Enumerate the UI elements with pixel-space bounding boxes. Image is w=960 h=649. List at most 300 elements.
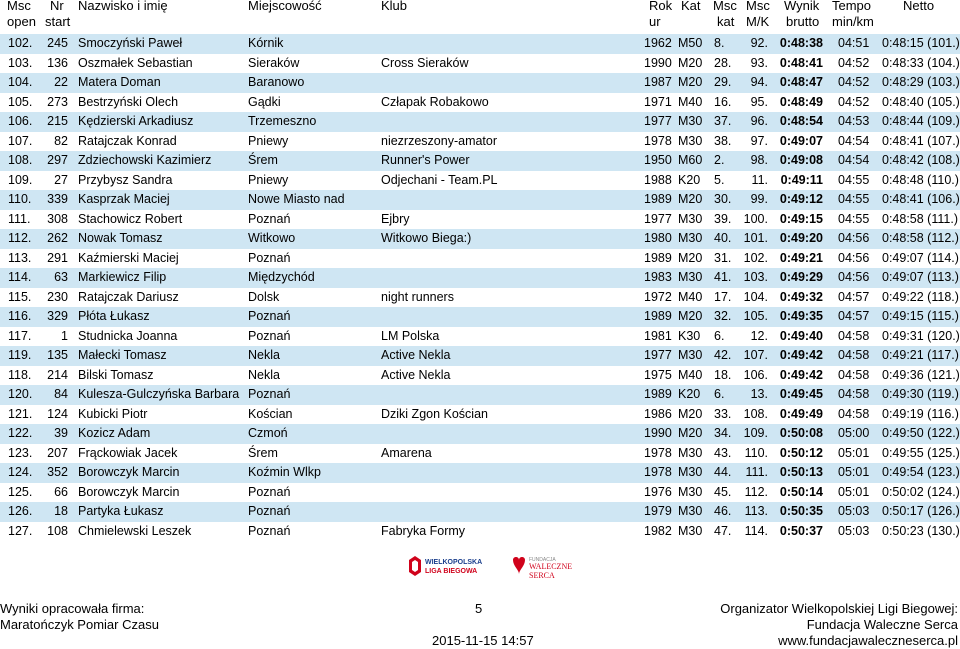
cell-bib: 297 xyxy=(47,153,68,167)
cell-category: M40 xyxy=(678,289,703,304)
cell-year: 1990 xyxy=(644,426,672,440)
cell-net-time: 0:49:21 (117.) xyxy=(882,348,959,362)
cell-category: M30 xyxy=(678,231,703,245)
cell-name: Kędzierski Arkadiusz xyxy=(78,114,194,128)
cell-place: 122. xyxy=(8,426,33,440)
cell-gender-place: 99. xyxy=(750,192,768,206)
cell-pace: 04:56 xyxy=(838,231,870,245)
table-row xyxy=(0,190,960,210)
cell-category: K20 xyxy=(678,387,701,401)
cell-gender-place: 96. xyxy=(750,114,768,128)
waleczne-serca-logo xyxy=(513,557,572,580)
cell-pace: 04:55 xyxy=(838,192,870,206)
header-msc-mk: Msc xyxy=(746,0,770,13)
cell-place: 102. xyxy=(8,36,33,50)
cell-club: Amarena xyxy=(381,445,432,460)
cell-gender-place: 92. xyxy=(750,36,768,50)
footer-left-line2: Maratończyk Pomiar Czasu xyxy=(0,617,159,632)
cell-category: M30 xyxy=(678,523,703,538)
cell-town: Baranowo xyxy=(248,75,305,89)
cell-net-time: 0:48:41 (107.) xyxy=(882,133,960,148)
cell-town: Nowe Miasto nad xyxy=(248,192,345,206)
cell-category-place: 32. xyxy=(714,309,732,323)
cell-category-place: 29. xyxy=(714,75,732,89)
cell-gross-time: 0:48:54 xyxy=(779,114,823,128)
table-row xyxy=(0,54,960,74)
cell-gross-time: 0:49:35 xyxy=(779,309,823,323)
cell-name: Ratajczak Konrad xyxy=(78,133,177,148)
header-town: Miejscowość xyxy=(248,0,322,13)
cell-category-place: 30. xyxy=(714,192,732,206)
table-row xyxy=(0,463,960,483)
cell-gross-time: 0:48:49 xyxy=(779,94,823,109)
cell-gender-place: 104. xyxy=(743,289,768,304)
header-kat: Kat xyxy=(681,0,701,13)
cell-net-time: 0:50:23 (130.) xyxy=(882,523,960,538)
cell-net-time: 0:49:50 (122.) xyxy=(882,426,960,440)
cell-club: Active Nekla xyxy=(381,367,451,382)
cell-net-time: 0:48:41 (106.) xyxy=(882,192,960,206)
header-open: open xyxy=(7,14,36,29)
cell-place: 116. xyxy=(8,309,32,323)
cell-pace: 05:00 xyxy=(838,426,870,440)
cell-gross-time: 0:50:37 xyxy=(779,523,823,538)
cell-year: 1978 xyxy=(644,133,672,148)
cell-club: Cross Sieraków xyxy=(381,55,469,70)
cell-gender-place: 109. xyxy=(743,426,768,440)
cell-place: 108. xyxy=(8,153,33,167)
cell-place: 125. xyxy=(8,484,33,499)
header-ur: ur xyxy=(649,14,661,29)
cell-year: 1950 xyxy=(644,153,672,167)
cell-gender-place: 113. xyxy=(744,504,768,518)
header-brutto: brutto xyxy=(786,14,820,29)
cell-club: Ejbry xyxy=(381,211,410,226)
cell-category: M40 xyxy=(678,367,703,382)
cell-category-place: 37. xyxy=(714,114,732,128)
cell-net-time: 0:49:15 (115.) xyxy=(882,309,959,323)
cell-category: M60 xyxy=(678,153,703,167)
cell-category-place: 41. xyxy=(714,270,732,284)
cell-category-place: 39. xyxy=(714,211,732,226)
cell-gross-time: 0:50:35 xyxy=(779,504,823,518)
header-netto: Netto xyxy=(903,0,935,13)
cell-gross-time: 0:49:42 xyxy=(779,348,823,362)
cell-gender-place: 100. xyxy=(743,211,768,226)
cell-year: 1989 xyxy=(644,387,672,401)
cell-category: M30 xyxy=(678,504,703,518)
cell-pace: 04:55 xyxy=(838,172,870,187)
cell-name: Kozicz Adam xyxy=(78,426,151,440)
cell-gross-time: 0:49:21 xyxy=(779,250,823,265)
logo-right-line1: FUNDACJA xyxy=(529,557,556,563)
cell-category-place: 28. xyxy=(714,55,732,70)
cell-gross-time: 0:49:07 xyxy=(779,133,823,148)
cell-year: 1977 xyxy=(644,114,672,128)
cell-net-time: 0:48:42 (108.) xyxy=(882,153,960,167)
cell-category-place: 47. xyxy=(714,523,732,538)
cell-club: Człapak Robakowo xyxy=(381,94,489,109)
cell-name: Zdziechowski Kazimierz xyxy=(78,153,212,167)
cell-gross-time: 0:49:08 xyxy=(779,153,823,167)
cell-name: Kulesza-Gulczyńska Barbara xyxy=(78,387,240,401)
header-kat-sub: kat xyxy=(717,14,735,29)
cell-category: M20 xyxy=(678,75,703,89)
cell-town: Witkowo xyxy=(248,231,296,245)
table-row xyxy=(0,268,960,288)
cell-place: 123. xyxy=(8,445,33,460)
cell-club: LM Polska xyxy=(381,328,440,343)
cell-pace: 05:01 xyxy=(838,445,870,460)
cell-year: 1980 xyxy=(644,231,672,245)
cell-year: 1978 xyxy=(644,445,672,460)
table-row xyxy=(0,229,960,249)
footer-right-line2: Fundacja Waleczne Serca xyxy=(806,617,958,632)
cell-category-place: 5. xyxy=(714,172,725,187)
cell-gender-place: 101. xyxy=(743,231,768,245)
cell-bib: 136 xyxy=(47,55,68,70)
cell-gross-time: 0:50:14 xyxy=(779,484,823,499)
cell-category: M20 xyxy=(678,309,703,323)
cell-pace: 04:58 xyxy=(838,348,870,362)
cell-net-time: 0:48:44 (109.) xyxy=(882,114,960,128)
cell-bib: 245 xyxy=(47,36,68,50)
cell-bib: 273 xyxy=(47,94,68,109)
table-row xyxy=(0,73,960,93)
cell-category-place: 34. xyxy=(714,426,732,440)
cell-category: M30 xyxy=(678,445,703,460)
cell-net-time: 0:48:29 (103.) xyxy=(882,75,960,89)
cell-category-place: 45. xyxy=(714,484,732,499)
cell-bib: 63 xyxy=(54,270,68,284)
cell-name: Frąckowiak Jacek xyxy=(78,445,178,460)
table-row xyxy=(0,34,960,54)
cell-pace: 04:55 xyxy=(838,211,870,226)
cell-place: 114. xyxy=(8,270,32,284)
cell-year: 1962 xyxy=(644,36,672,50)
cell-town: Kórnik xyxy=(248,36,284,50)
cell-name: Oszmałek Sebastian xyxy=(78,55,193,70)
header-mk: M/K xyxy=(746,14,770,29)
cell-pace: 05:01 xyxy=(838,465,870,479)
cell-gender-place: 107. xyxy=(743,348,768,362)
cell-category: M30 xyxy=(678,348,703,362)
cell-bib: 27 xyxy=(54,172,68,187)
cell-category-place: 18. xyxy=(714,367,732,382)
cell-club: night runners xyxy=(381,289,454,304)
cell-pace: 04:57 xyxy=(838,289,870,304)
header-msc-kat: Msc xyxy=(713,0,737,13)
cell-place: 109. xyxy=(8,172,33,187)
table-row xyxy=(0,327,960,347)
cell-year: 1981 xyxy=(644,328,672,343)
cell-category: M30 xyxy=(678,465,703,479)
cell-club: niezrzeszony-amator xyxy=(381,133,498,148)
results-table xyxy=(0,34,960,541)
cell-pace: 04:54 xyxy=(838,153,870,167)
cell-name: Borowczyk Marcin xyxy=(78,484,180,499)
footer-right-line3: www.fundacjawaleczneserca.pl xyxy=(778,633,958,648)
cell-net-time: 0:49:19 (116.) xyxy=(882,406,959,421)
cell-gross-time: 0:49:45 xyxy=(779,387,823,401)
cell-bib: 124 xyxy=(47,406,68,421)
cell-club: Odjechani - Team.PL xyxy=(381,172,498,187)
cell-gross-time: 0:49:15 xyxy=(779,211,823,226)
cell-gender-place: 95. xyxy=(750,94,768,109)
header-wynik: Wynik xyxy=(784,0,820,13)
cell-name: Studnicka Joanna xyxy=(78,328,178,343)
table-row xyxy=(0,483,960,503)
cell-category-place: 33. xyxy=(714,406,732,421)
cell-gender-place: 114. xyxy=(744,523,768,538)
cell-pace: 05:03 xyxy=(838,504,870,518)
cell-category: M30 xyxy=(678,211,703,226)
cell-year: 1976 xyxy=(644,484,672,499)
cell-place: 110. xyxy=(8,192,32,206)
cell-gross-time: 0:50:12 xyxy=(779,445,823,460)
cell-pace: 04:58 xyxy=(838,328,870,343)
cell-category-place: 43. xyxy=(714,445,732,460)
cell-net-time: 0:49:22 (118.) xyxy=(882,289,959,304)
cell-club: Fabryka Formy xyxy=(381,523,466,538)
cell-pace: 05:01 xyxy=(838,484,870,499)
cell-name: Borowczyk Marcin xyxy=(78,465,180,479)
cell-net-time: 0:48:15 (101.) xyxy=(882,36,960,50)
cell-town: Śrem xyxy=(248,445,278,460)
cell-place: 121. xyxy=(8,406,33,421)
cell-pace: 04:58 xyxy=(838,406,870,421)
cell-pace: 04:53 xyxy=(838,114,870,128)
cell-bib: 207 xyxy=(47,445,68,460)
logo-right-line3: SERCA xyxy=(529,571,555,580)
cell-gross-time: 0:48:41 xyxy=(779,55,823,70)
cell-bib: 22 xyxy=(54,75,68,89)
table-row xyxy=(0,366,960,386)
cell-town: Poznań xyxy=(248,504,291,518)
cell-net-time: 0:48:58 (111.) xyxy=(882,211,958,226)
header-name: Nazwisko i imię xyxy=(78,0,168,13)
cell-net-time: 0:50:02 (124.) xyxy=(882,484,960,499)
header-nr: Nr xyxy=(50,0,64,13)
cell-place: 111. xyxy=(8,211,31,226)
cell-town: Poznań xyxy=(248,250,291,265)
cell-net-time: 0:49:55 (125.) xyxy=(882,445,960,460)
cell-gross-time: 0:49:49 xyxy=(779,406,823,421)
cell-category: M30 xyxy=(678,133,703,148)
cell-bib: 339 xyxy=(47,192,68,206)
cell-pace: 04:57 xyxy=(838,309,870,323)
cell-club: Witkowo Biega:) xyxy=(381,231,472,245)
cell-place: 105. xyxy=(8,94,33,109)
cell-gender-place: 102. xyxy=(743,250,768,265)
cell-gross-time: 0:49:11 xyxy=(780,172,823,187)
cell-year: 1990 xyxy=(644,55,672,70)
cell-town: Trzemeszno xyxy=(248,114,317,128)
header-club: Klub xyxy=(381,0,408,13)
cell-bib: 84 xyxy=(54,387,68,401)
cell-pace: 04:54 xyxy=(838,133,870,148)
table-row xyxy=(0,132,960,152)
cell-gender-place: 110. xyxy=(744,445,768,460)
cell-town: Poznań xyxy=(248,328,291,343)
table-row xyxy=(0,424,960,444)
cell-net-time: 0:49:07 (113.) xyxy=(882,270,959,284)
table-row xyxy=(0,112,960,132)
cell-town: Międzychód xyxy=(248,270,315,284)
cell-bib: 329 xyxy=(47,309,68,323)
cell-town: Pniewy xyxy=(248,172,289,187)
cell-town: Poznań xyxy=(248,309,291,323)
cell-bib: 352 xyxy=(47,465,68,479)
cell-name: Matera Doman xyxy=(78,75,161,89)
cell-place: 124. xyxy=(8,465,33,479)
cell-year: 1972 xyxy=(644,289,672,304)
cell-year: 1986 xyxy=(644,406,672,421)
cell-category-place: 31. xyxy=(714,250,732,265)
header-tempo: Tempo xyxy=(832,0,872,13)
cell-year: 1978 xyxy=(644,465,672,479)
cell-place: 117. xyxy=(8,328,32,343)
cell-category: M20 xyxy=(678,192,703,206)
cell-net-time: 0:50:17 (126.) xyxy=(882,504,960,518)
cell-town: Kościan xyxy=(248,406,293,421)
cell-place: 120. xyxy=(8,387,33,401)
sponsor-logos xyxy=(405,552,575,602)
cell-bib: 108 xyxy=(47,523,68,538)
cell-bib: 214 xyxy=(47,367,68,382)
cell-place: 104. xyxy=(8,75,33,89)
cell-pace: 04:56 xyxy=(838,270,870,284)
cell-pace: 04:51 xyxy=(838,36,870,50)
cell-category-place: 42. xyxy=(714,348,732,362)
cell-gross-time: 0:49:12 xyxy=(779,192,823,206)
cell-town: Czmoń xyxy=(248,426,288,440)
print-datetime: 2015-11-15 14:57 xyxy=(432,633,534,648)
cell-gender-place: 94. xyxy=(750,75,768,89)
cell-town: Pniewy xyxy=(248,133,289,148)
cell-year: 1977 xyxy=(644,211,672,226)
cell-net-time: 0:49:30 (119.) xyxy=(882,387,959,401)
table-row xyxy=(0,405,960,425)
cell-name: Markiewicz Filip xyxy=(78,270,167,284)
cell-gross-time: 0:49:32 xyxy=(779,289,823,304)
table-row xyxy=(0,210,960,230)
table-row xyxy=(0,151,960,171)
cell-net-time: 0:48:33 (104.) xyxy=(882,55,960,70)
cell-town: Poznań xyxy=(248,387,291,401)
table-row xyxy=(0,307,960,327)
cell-category-place: 40. xyxy=(714,231,732,245)
cell-gender-place: 13. xyxy=(750,387,768,401)
cell-name: Nowak Tomasz xyxy=(78,231,163,245)
cell-bib: 82 xyxy=(54,133,68,148)
table-row xyxy=(0,502,960,522)
cell-year: 1989 xyxy=(644,309,672,323)
cell-category: K20 xyxy=(678,172,701,187)
cell-place: 107. xyxy=(8,133,33,148)
cell-town: Poznań xyxy=(248,484,291,499)
cell-category-place: 16. xyxy=(714,94,732,109)
cell-town: Poznań xyxy=(248,211,291,226)
cell-gender-place: 112. xyxy=(744,484,768,499)
cell-category: M50 xyxy=(678,36,703,50)
cell-gross-time: 0:49:42 xyxy=(779,367,823,382)
wielkopolska-liga-logo xyxy=(409,556,482,576)
cell-name: Kasprzak Maciej xyxy=(78,192,170,206)
logo-right-line2: WALECZNE xyxy=(529,562,573,571)
cell-bib: 39 xyxy=(54,426,68,440)
cell-bib: 308 xyxy=(47,211,68,226)
cell-club: Dziki Zgon Kościan xyxy=(381,406,488,421)
cell-gender-place: 106. xyxy=(743,367,768,382)
cell-category-place: 38. xyxy=(714,133,732,148)
header-start: start xyxy=(45,14,71,29)
cell-net-time: 0:48:58 (112.) xyxy=(882,231,959,245)
cell-net-time: 0:48:48 (110.) xyxy=(882,172,959,187)
table-row xyxy=(0,385,960,405)
cell-club: Runner's Power xyxy=(381,153,470,167)
cell-town: Nekla xyxy=(248,348,280,362)
cell-year: 1989 xyxy=(644,192,672,206)
cell-year: 1987 xyxy=(644,75,672,89)
cell-gross-time: 0:50:08 xyxy=(779,426,823,440)
cell-gender-place: 12. xyxy=(750,328,768,343)
cell-place: 115. xyxy=(8,289,32,304)
cell-category: M30 xyxy=(678,270,703,284)
cell-pace: 04:52 xyxy=(838,55,870,70)
cell-place: 118. xyxy=(8,367,32,382)
logo-left-line1: WIELKOPOLSKA xyxy=(425,559,483,566)
cell-net-time: 0:49:36 (121.) xyxy=(882,367,960,382)
cell-place: 103. xyxy=(8,55,33,70)
cell-category-place: 8. xyxy=(714,36,725,50)
cell-net-time: 0:48:40 (105.) xyxy=(882,94,960,109)
cell-bib: 215 xyxy=(47,114,68,128)
cell-pace: 04:52 xyxy=(838,94,870,109)
cell-bib: 1 xyxy=(61,328,68,343)
cell-bib: 66 xyxy=(54,484,68,499)
cell-pace: 05:03 xyxy=(838,523,870,538)
cell-year: 1988 xyxy=(644,172,672,187)
table-row xyxy=(0,171,960,191)
cell-town: Śrem xyxy=(248,153,278,167)
cell-pace: 04:56 xyxy=(838,250,870,265)
footer-left-line1: Wyniki opracowała firma: xyxy=(0,601,145,616)
cell-pace: 04:52 xyxy=(838,75,870,89)
table-row xyxy=(0,522,960,542)
cell-bib: 262 xyxy=(47,231,68,245)
cell-place: 113. xyxy=(8,250,32,265)
cell-name: Smoczyński Paweł xyxy=(78,36,183,50)
cell-pace: 04:58 xyxy=(838,387,870,401)
cell-name: Kubicki Piotr xyxy=(78,406,148,421)
footer-right-line1: Organizator Wielkopolskiej Ligi Biegowej: xyxy=(720,601,958,616)
cell-bib: 18 xyxy=(54,504,68,518)
cell-gross-time: 0:48:47 xyxy=(779,75,823,89)
cell-name: Bilski Tomasz xyxy=(78,367,154,382)
cell-name: Małecki Tomasz xyxy=(78,348,167,362)
header-minkm: min/km xyxy=(832,14,874,29)
cell-town: Poznań xyxy=(248,523,291,538)
cell-gender-place: 98. xyxy=(750,153,768,167)
cell-year: 1979 xyxy=(644,504,672,518)
cell-place: 126. xyxy=(8,504,33,518)
cell-name: Bestrzyński Olech xyxy=(78,94,179,109)
cell-category: M30 xyxy=(678,484,703,499)
cell-gender-place: 111. xyxy=(745,465,768,479)
cell-name: Kaźmierski Maciej xyxy=(78,250,179,265)
cell-year: 1982 xyxy=(644,523,672,538)
